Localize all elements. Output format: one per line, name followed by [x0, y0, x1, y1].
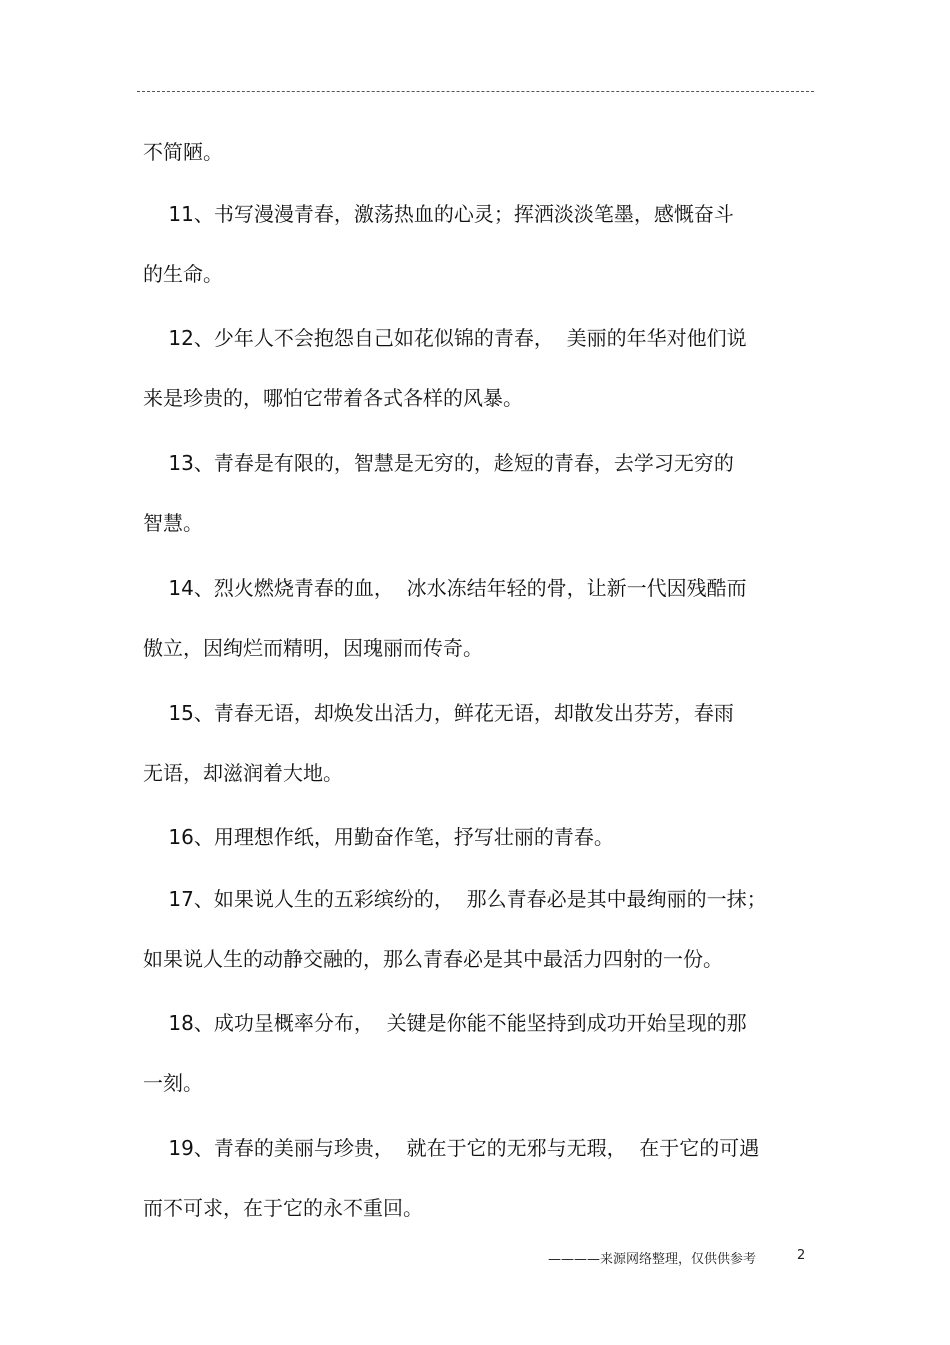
text-line: 18、成功呈概率分布， 关键是你能不能坚持到成功开始呈现的那	[143, 1011, 747, 1035]
text-line: 傲立，因绚烂而精明，因瑰丽而传奇。	[143, 636, 483, 660]
text-line: 而不可求，在于它的永不重回。	[143, 1196, 423, 1220]
text-line: 12、少年人不会抱怨自己如花似锦的青春， 美丽的年华对他们说	[143, 326, 747, 350]
text-line: 无语，却滋润着大地。	[143, 761, 343, 785]
text-line: 一刻。	[143, 1071, 203, 1095]
footer-source-note: ————来源网络整理，仅供供参考	[548, 1252, 757, 1267]
text-line: 不简陋。	[143, 140, 223, 164]
text-line: 15、青春无语，却焕发出活力，鲜花无语，却散发出芬芳，春雨	[143, 701, 734, 725]
page-number: 2	[797, 1248, 806, 1263]
text-line: 的生命。	[143, 262, 223, 286]
text-line: 来是珍贵的，哪怕它带着各式各样的风暴。	[143, 386, 523, 410]
text-line: 13、青春是有限的，智慧是无穷的，趁短的青春，去学习无穷的	[143, 451, 734, 475]
text-line: 17、如果说人生的五彩缤纷的， 那么青春必是其中最绚丽的一抹；	[143, 887, 767, 911]
text-line: 16、用理想作纸，用勤奋作笔，抒写壮丽的青春。	[143, 825, 614, 849]
text-line: 14、烈火燃烧青春的血， 冰水冻结年轻的骨，让新一代因残酷而	[143, 576, 747, 600]
text-line: 11、书写漫漫青春，激荡热血的心灵；挥洒淡淡笔墨，感慨奋斗	[143, 202, 734, 226]
text-line: 19、青春的美丽与珍贵， 就在于它的无邪与无瑕， 在于它的可遇	[143, 1136, 760, 1160]
header-divider	[137, 91, 814, 92]
text-line: 智慧。	[143, 511, 203, 535]
text-line: 如果说人生的动静交融的，那么青春必是其中最活力四射的一份。	[143, 947, 723, 971]
